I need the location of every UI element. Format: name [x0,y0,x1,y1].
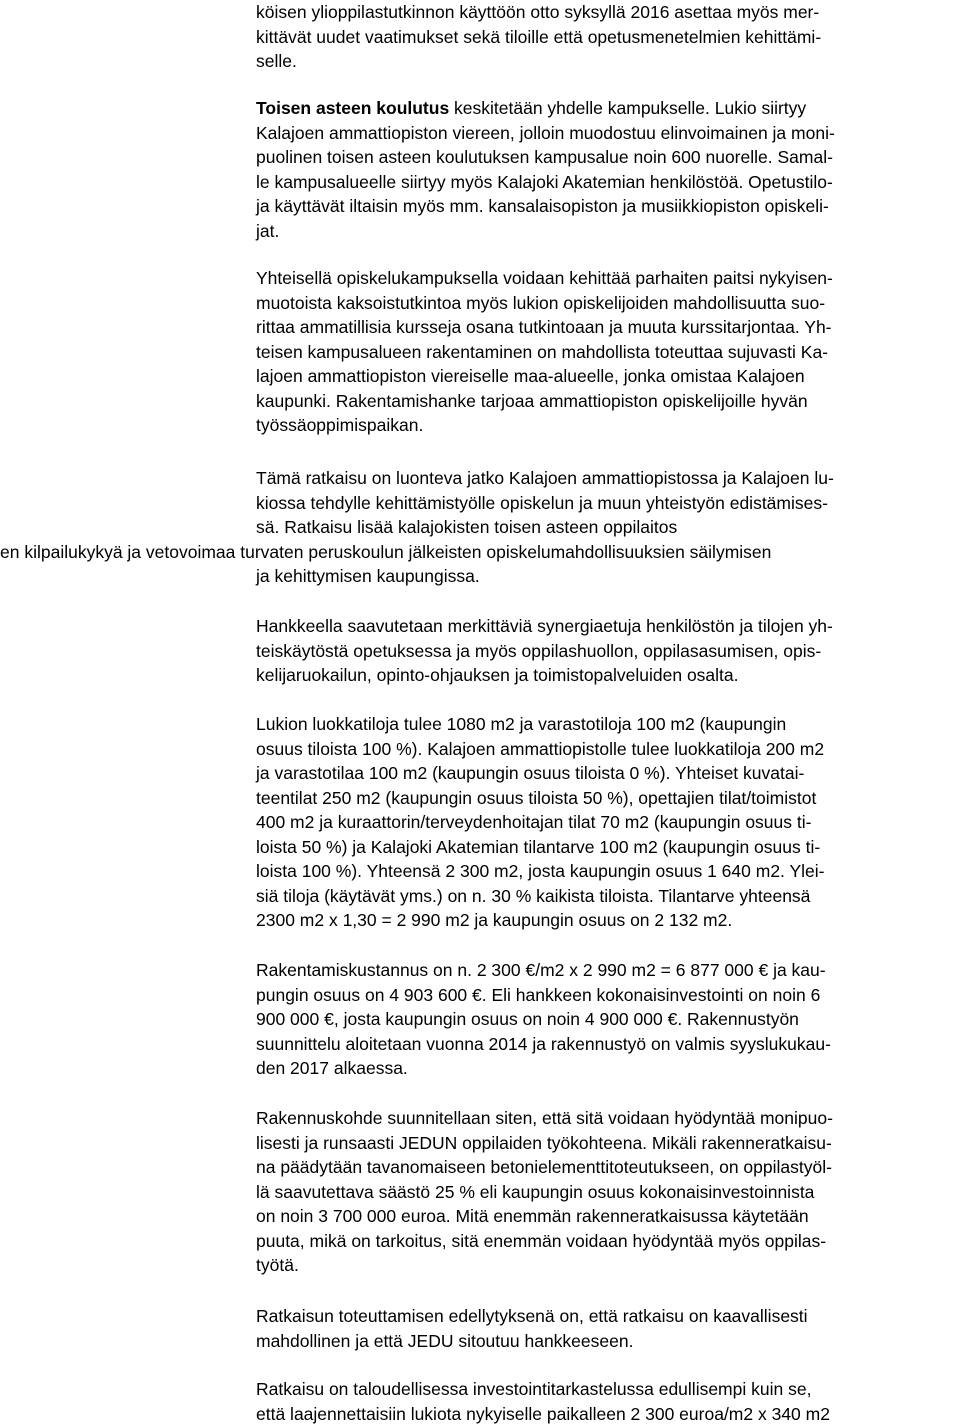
text-line: Rakennuskohde suunnitellaan siten, että sitä voidaan hyödyntää monipuo- [256,1106,960,1131]
text-line: suunnittelu aloitetaan vuonna 2014 ja rakennustyö on valmis syyslukukau- [256,1032,960,1057]
text-line: Hankkeella saavutetaan merkittäviä synergiaetuja henkilöstön ja tilojen yh- [256,614,960,639]
text-line: puolinen toisen asteen koulutuksen kampusalue noin 600 nuorelle. Samal- [256,145,960,170]
paragraph-ylioppilastutkinto [256,0,960,74]
paragraph-rakennuskohde [256,1106,960,1278]
text-line: sä. Ratkaisu lisää kalajokisten toisen asteen oppilaitos [256,515,960,540]
text-line: kiossa tehdylle kehittämistyölle opiskelun ja muun yhteistyön edistämises- [256,491,960,516]
paragraph-toisen-asteen-koulutus [256,96,960,243]
text-line: Yhteisellä opiskelukampuksella voidaan kehittää parhaiten paitsi nykyisen- [256,266,960,291]
paragraph-yhteinen-opiskelukampus [256,266,960,438]
text-line: lisesti ja runsaasti JEDUN oppilaiden työkohteena. Mikäli rakenneratkaisu- [256,1131,960,1156]
text-line: Ratkaisu on taloudellisessa investointitarkastelussa edullisempi kuin se, [256,1377,960,1402]
text-line-rest: keskitetään yhdelle kampukselle. Lukio siirtyy [449,98,806,118]
text-line: 900 000 €, josta kaupungin osuus on noin 4 900 000 €. Rakennustyön [256,1007,960,1032]
text-line: 400 m2 ja kuraattorin/terveydenhoitajan tilat 70 m2 (kaupungin osuus ti- [256,810,960,835]
text-line: rittaa ammatillisia kursseja osana tutkintoaan ja muuta kurssitarjontaa. Yh- [256,315,960,340]
text-line: teentilat 250 m2 (kaupungin osuus tiloista 50 %), opettajien tilat/toimistot [256,786,960,811]
text-line: den 2017 alkaessa. [256,1056,960,1081]
text-line: osuus tiloista 100 %). Kalajoen ammattiopistolle tulee luokkatiloja 200 m2 [256,737,960,762]
text-line: Ratkaisun toteuttamisen edellytyksenä on, että ratkaisu on kaavallisesti [256,1304,960,1329]
text-line: Lukion luokkatiloja tulee 1080 m2 ja varastotiloja 100 m2 (kaupungin [256,712,960,737]
text-line: ja käyttävät iltaisin myös mm. kansalaisopiston ja musiikkiopiston opiskeli- [256,194,960,219]
text-line: le kampusalueelle siirtyy myös Kalajoki Akatemian henkilöstöä. Opetustilo- [256,170,960,195]
text-line: teisen kampusalueen rakentaminen on mahdollista toteuttaa sujuvasti Ka- [256,340,960,365]
text-line: työssäoppimispaikan. [256,413,960,438]
text-line: puuta, mikä on tarkoitus, sitä enemmän voidaan hyödyntää myös oppilas- [256,1229,960,1254]
text-line: kaupunki. Rakentamishanke tarjoaa ammattiopiston opiskelijoille hyvän [256,389,960,414]
paragraph-tilantarve [256,712,960,933]
text-line: lajoen ammattiopiston viereiselle maa-alueelle, jonka omistaa Kalajoen [256,364,960,389]
text-line: Kalajoen ammattiopiston viereen, jolloin muodostuu elinvoimainen ja moni- [256,121,960,146]
text-line: mahdollinen ja että JEDU sitoutuu hankkeeseen. [256,1329,960,1354]
text-line: että laajennettaisiin lukiota nykyiselle paikalleen 2 300 euroa/m2 x 340 m2 [256,1402,960,1426]
text-line: teiskäytöstä opetuksessa ja myös oppilashuollon, oppilasasumisen, opis- [256,639,960,664]
text-line: ja kehittymisen kaupungissa. [256,564,960,589]
text-line: Rakentamiskustannus on n. 2 300 €/m2 x 2 990 m2 = 6 877 000 € ja kau- [256,958,960,983]
text-line [256,96,960,121]
text-line: loista 100 %). Yhteensä 2 300 m2, josta kaupungin osuus 1 640 m2. Ylei- [256,859,960,884]
text-line: ja varastotilaa 100 m2 (kaupungin osuus tiloista 0 %). Yhteiset kuvatai- [256,761,960,786]
text-line: on noin 3 700 000 euroa. Mitä enemmän rakenneratkaisussa käytetään [256,1204,960,1229]
paragraph-edellytys [256,1304,960,1353]
bold-heading: Toisen asteen koulutus [256,98,449,118]
paragraph-luonteva-jatko [256,466,960,589]
text-line-outdented: en kilpailukykyä ja vetovoimaa turvaten peruskoulun jälkeisten opiskelumahdollisuuksien säilymisen [0,540,960,565]
paragraph-investointitarkastelu [256,1377,960,1426]
text-line: siä tiloja (käytävät yms.) on n. 30 % kaikista tiloista. Tilantarve yhteensä [256,884,960,909]
text-line: jat. [256,219,960,244]
text-line: loista 50 %) ja Kalajoki Akatemian tilantarve 100 m2 (kaupungin osuus ti- [256,835,960,860]
text-line: köisen ylioppilastutkinnon käyttöön otto syksyllä 2016 asettaa myös mer- [256,0,960,25]
text-line: kittävät uudet vaatimukset sekä tiloille että opetusmenetelmien kehittämi- [256,25,960,50]
paragraph-synergiaedut [256,614,960,688]
text-line: selle. [256,49,960,74]
text-line: muotoista kaksoistutkintoa myös lukion opiskelijoiden mahdollisuutta suo- [256,291,960,316]
text-line: na päädytään tavanomaiseen betonielementtitoteutukseen, on oppilastyöl- [256,1155,960,1180]
paragraph-rakentamiskustannus [256,958,960,1081]
text-line: 2300 m2 x 1,30 = 2 990 m2 ja kaupungin osuus on 2 132 m2. [256,908,960,933]
text-line: kelijaruokailun, opinto-ohjauksen ja toimistopalveluiden osalta. [256,663,960,688]
text-line: Tämä ratkaisu on luonteva jatko Kalajoen ammattiopistossa ja Kalajoen lu- [256,466,960,491]
text-line: työtä. [256,1253,960,1278]
text-line: pungin osuus on 4 903 600 €. Eli hankkeen kokonaisinvestointi on noin 6 [256,983,960,1008]
text-line: lä saavutettava säästö 25 % eli kaupungin osuus kokonaisinvestoinnista [256,1180,960,1205]
